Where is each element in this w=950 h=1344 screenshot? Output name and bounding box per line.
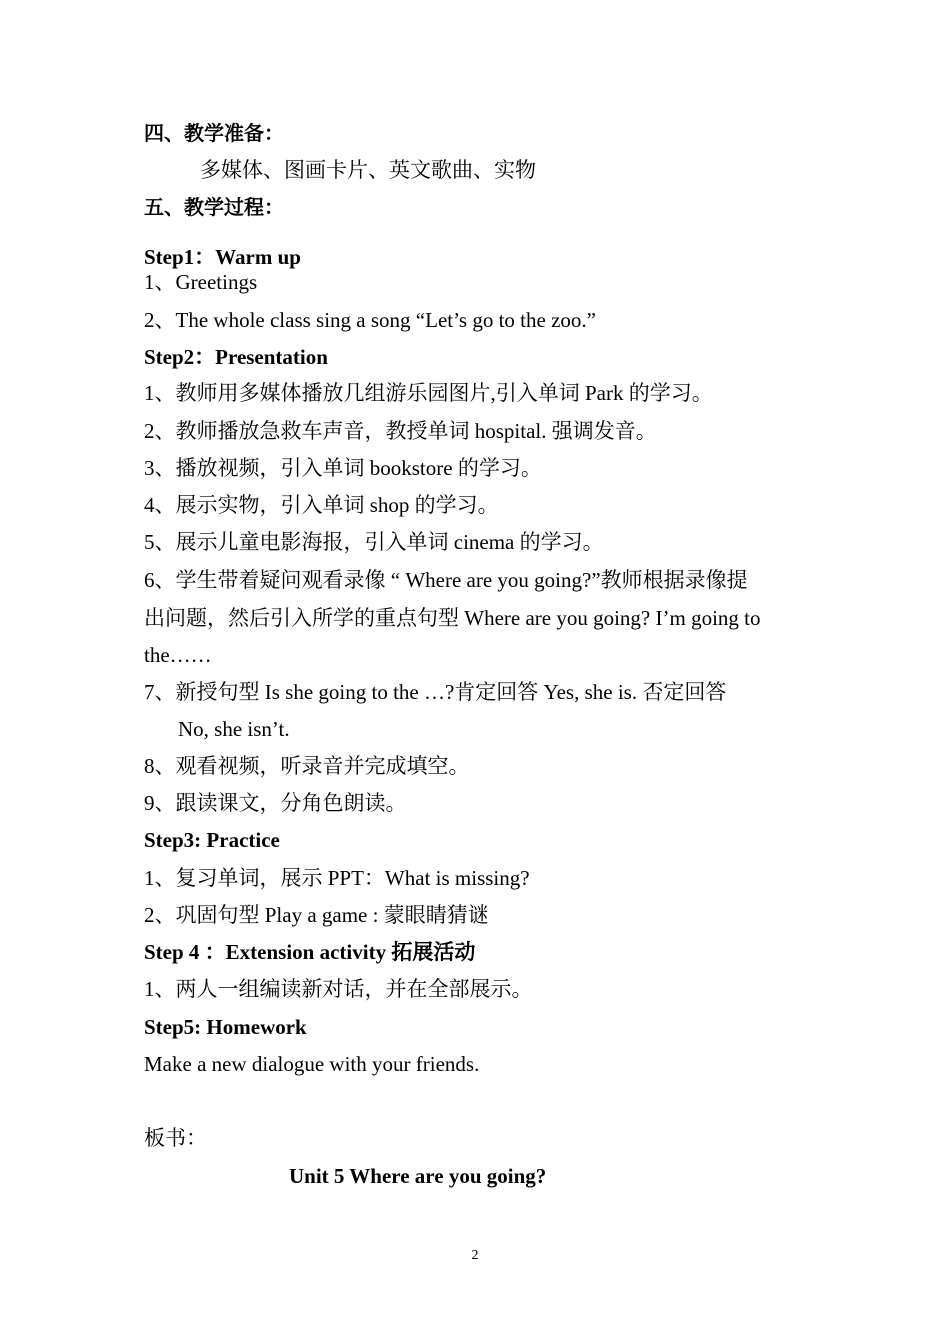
process-heading: 五、教学过程： <box>144 195 284 219</box>
step5-item: Make a new dialogue with your friends. <box>144 1052 480 1076</box>
step2-item: 6、学生带着疑问观看录像 “ Where are you going?”教师根据录像提 <box>144 568 748 592</box>
step1-item: 1、Greetings <box>144 270 258 294</box>
step2-item: 9、跟读课文，分角色朗读。 <box>144 791 407 815</box>
step2-item: 1、教师用多媒体播放几组游乐园图片,引入单词 Park 的学习。 <box>144 381 713 405</box>
step1-item: 2、The whole class sing a song “Let’s go to the zoo.” <box>144 308 596 332</box>
step2-item: the…… <box>144 643 212 667</box>
step1-heading: Step1：Warm up <box>144 245 301 269</box>
prep-items: 多媒体、图画卡片、英文歌曲、实物 <box>200 158 536 182</box>
prep-heading: 四、教学准备： <box>144 121 284 145</box>
step4-heading: Step 4 ：Extension activity 拓展活动 <box>144 940 476 964</box>
step2-heading: Step2：Presentation <box>144 345 328 369</box>
step4-item: 1、两人一组编读新对话，并在全部展示。 <box>144 977 533 1001</box>
step2-item: 7、新授句型 Is she going to the …?肯定回答 Yes, she is. 否定回答 <box>144 680 727 704</box>
step2-item: 8、观看视频，听录音并完成填空。 <box>144 754 470 778</box>
step2-item: 3、播放视频，引入单词 bookstore 的学习。 <box>144 456 542 480</box>
board-label: 板书： <box>144 1126 207 1150</box>
step2-item: No, she isn’t. <box>178 717 290 741</box>
step2-item: 2、教师播放急救车声音，教授单词 hospital. 强调发音。 <box>144 419 657 443</box>
step3-item: 2、巩固句型 Play a game : 蒙眼睛猜谜 <box>144 903 489 927</box>
step5-heading: Step5: Homework <box>144 1015 307 1039</box>
step2-item: 5、展示儿童电影海报，引入单词 cinema 的学习。 <box>144 530 604 554</box>
step3-item: 1、复习单词，展示 PPT：What is missing? <box>144 866 530 890</box>
step2-item: 4、展示实物，引入单词 shop 的学习。 <box>144 493 499 517</box>
step2-item: 出问题，然后引入所学的重点句型 Where are you going? I’m going to <box>144 606 761 630</box>
step3-heading: Step3: Practice <box>144 828 280 852</box>
page-number: 2 <box>471 1248 479 1263</box>
board-title: Unit 5 Where are you going? <box>289 1164 547 1188</box>
